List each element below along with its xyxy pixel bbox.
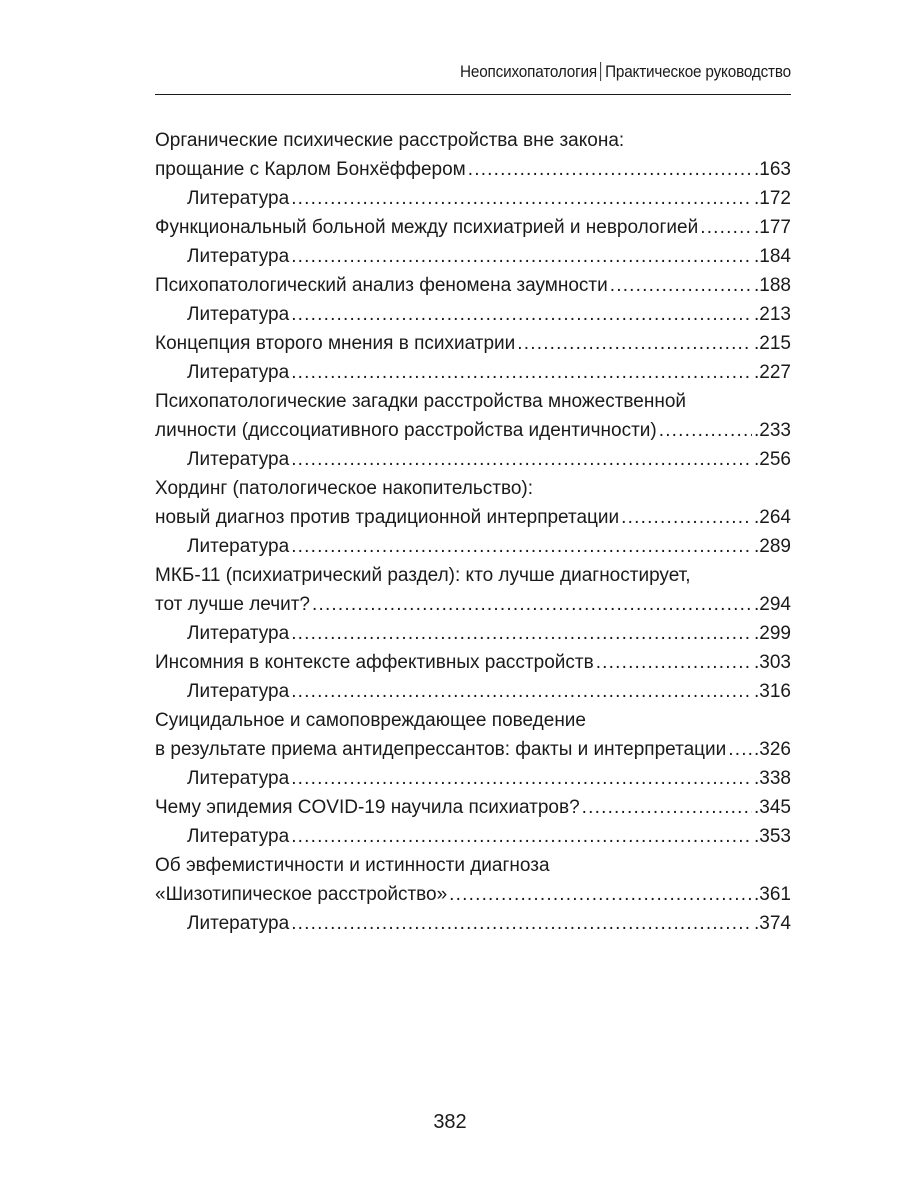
toc-page-number: .316 (754, 681, 791, 702)
toc-entry-title: Функциональный больной между психиатрией и неврологией (155, 217, 699, 238)
toc-subentry-title: Литература (187, 449, 290, 470)
toc-entry-title: Психопатологические загадки расстройства множественной (155, 391, 687, 412)
toc-subentry-title: Литература (187, 188, 290, 209)
toc-entry-line (155, 416, 791, 445)
toc-leader-dots (291, 532, 752, 561)
toc-entry-title: тот лучше лечит? (155, 594, 310, 615)
toc-page-number: .326 (754, 739, 791, 760)
toc-leader-dots (596, 648, 752, 677)
toc-page-number: .213 (754, 304, 791, 325)
toc-leader-dots (468, 155, 752, 184)
toc-leader-dots (291, 300, 752, 329)
toc-subentry-title: Литература (187, 913, 290, 934)
toc-entry-line (155, 561, 791, 590)
toc-entry-line (155, 387, 791, 416)
toc-subentry-title: Литература (187, 681, 290, 702)
toc-subentry-title: Литература (187, 768, 290, 789)
toc-entry-title: «Шизотипическое расстройство» (155, 884, 448, 905)
toc-leader-dots (291, 764, 752, 793)
toc-subentry-line (155, 677, 791, 706)
toc-leader-dots (291, 184, 752, 213)
toc-page-number: .227 (754, 362, 791, 383)
toc-leader-dots (659, 416, 752, 445)
toc-page-number: .264 (754, 507, 791, 528)
toc-subentry-line (155, 764, 791, 793)
toc-entry-line (155, 503, 791, 532)
toc-leader-dots (291, 909, 752, 938)
toc-subentry-title: Литература (187, 623, 290, 644)
toc-entry-line (155, 793, 791, 822)
toc-page-number: .256 (754, 449, 791, 470)
toc-leader-dots (291, 445, 752, 474)
toc-leader-dots (312, 590, 752, 619)
toc-entry-title: Чему эпидемия COVID-19 научила психиатров? (155, 797, 580, 818)
toc-subentry-line (155, 242, 791, 271)
toc-entry-title: в результате приема антидепрессантов: факты и интерпретации (155, 739, 727, 760)
table-of-contents (155, 126, 791, 938)
toc-entry-title: Об эвфемистичности и истинности диагноза (155, 855, 550, 876)
toc-entry-line (155, 735, 791, 764)
toc-page-number: .338 (754, 768, 791, 789)
toc-page-number: .215 (754, 333, 791, 354)
toc-entry-line (155, 329, 791, 358)
toc-entry-title: МКБ-11 (психиатрический раздел): кто лучше диагностирует, (155, 565, 691, 586)
toc-leader-dots (291, 358, 752, 387)
header-rule (155, 94, 791, 95)
book-subtitle: Практическое руководство (605, 62, 791, 81)
toc-entry-title: прощание с Карлом Бонхёффером (155, 159, 466, 180)
toc-entry-line (155, 851, 791, 880)
toc-page-number: .163 (754, 159, 791, 180)
toc-leader-dots (700, 213, 752, 242)
toc-entry-title: Инсомния в контексте аффективных расстройств (155, 652, 594, 673)
toc-entry-title: новый диагноз против традиционной интерпретации (155, 507, 620, 528)
toc-page-number: .303 (754, 652, 791, 673)
toc-entry-line (155, 213, 791, 242)
running-head (219, 62, 791, 82)
toc-page-number: .188 (754, 275, 791, 296)
toc-leader-dots (728, 735, 752, 764)
toc-page-number: .177 (754, 217, 791, 238)
toc-entry-line (155, 155, 791, 184)
toc-subentry-line (155, 358, 791, 387)
toc-page-number: .289 (754, 536, 791, 557)
toc-entry-line (155, 648, 791, 677)
toc-subentry-line (155, 619, 791, 648)
toc-leader-dots (517, 329, 752, 358)
book-title: Неопсихопатология (459, 62, 597, 81)
toc-subentry-title: Литература (187, 304, 290, 325)
toc-leader-dots (621, 503, 752, 532)
toc-entry-title: Суицидальное и самоповреждающее поведение (155, 710, 586, 731)
toc-subentry-line (155, 300, 791, 329)
header-separator (601, 62, 602, 81)
toc-page-number: .353 (754, 826, 791, 847)
toc-entry-title: Психопатологический анализ феномена заумности (155, 275, 608, 296)
toc-subentry-line (155, 184, 791, 213)
toc-entry-title: личности (диссоциативного расстройства идентичности) (155, 420, 657, 441)
toc-subentry-title: Литература (187, 826, 290, 847)
toc-entry-line (155, 271, 791, 300)
toc-entry-title: Хординг (патологическое накопительство): (155, 478, 533, 499)
toc-subentry-line (155, 445, 791, 474)
toc-page-number: .299 (754, 623, 791, 644)
toc-subentry-title: Литература (187, 362, 290, 383)
toc-page-number: .172 (754, 188, 791, 209)
toc-entry-line (155, 126, 791, 155)
toc-entry-line (155, 880, 791, 909)
toc-subentry-title: Литература (187, 246, 290, 267)
toc-page-number: .233 (754, 420, 791, 441)
toc-leader-dots (610, 271, 752, 300)
toc-entry-line (155, 590, 791, 619)
toc-entry-title: Концепция второго мнения в психиатрии (155, 333, 516, 354)
toc-leader-dots (291, 242, 752, 271)
toc-entry-line (155, 474, 791, 503)
toc-leader-dots (582, 793, 752, 822)
toc-page-number: .294 (754, 594, 791, 615)
toc-leader-dots (449, 880, 752, 909)
toc-page-number: .345 (754, 797, 791, 818)
toc-subentry-line (155, 909, 791, 938)
toc-subentry-line (155, 822, 791, 851)
toc-subentry-line (155, 532, 791, 561)
toc-leader-dots (291, 677, 752, 706)
toc-page-number: .184 (754, 246, 791, 267)
toc-leader-dots (291, 619, 752, 648)
toc-subentry-title: Литература (187, 536, 290, 557)
toc-page-number: .361 (754, 884, 791, 905)
toc-entry-title: Органические психические расстройства вне закона: (155, 130, 625, 151)
toc-leader-dots (291, 822, 752, 851)
toc-page-number: .374 (754, 913, 791, 934)
toc-entry-line (155, 706, 791, 735)
page-number: 382 (433, 1111, 467, 1133)
